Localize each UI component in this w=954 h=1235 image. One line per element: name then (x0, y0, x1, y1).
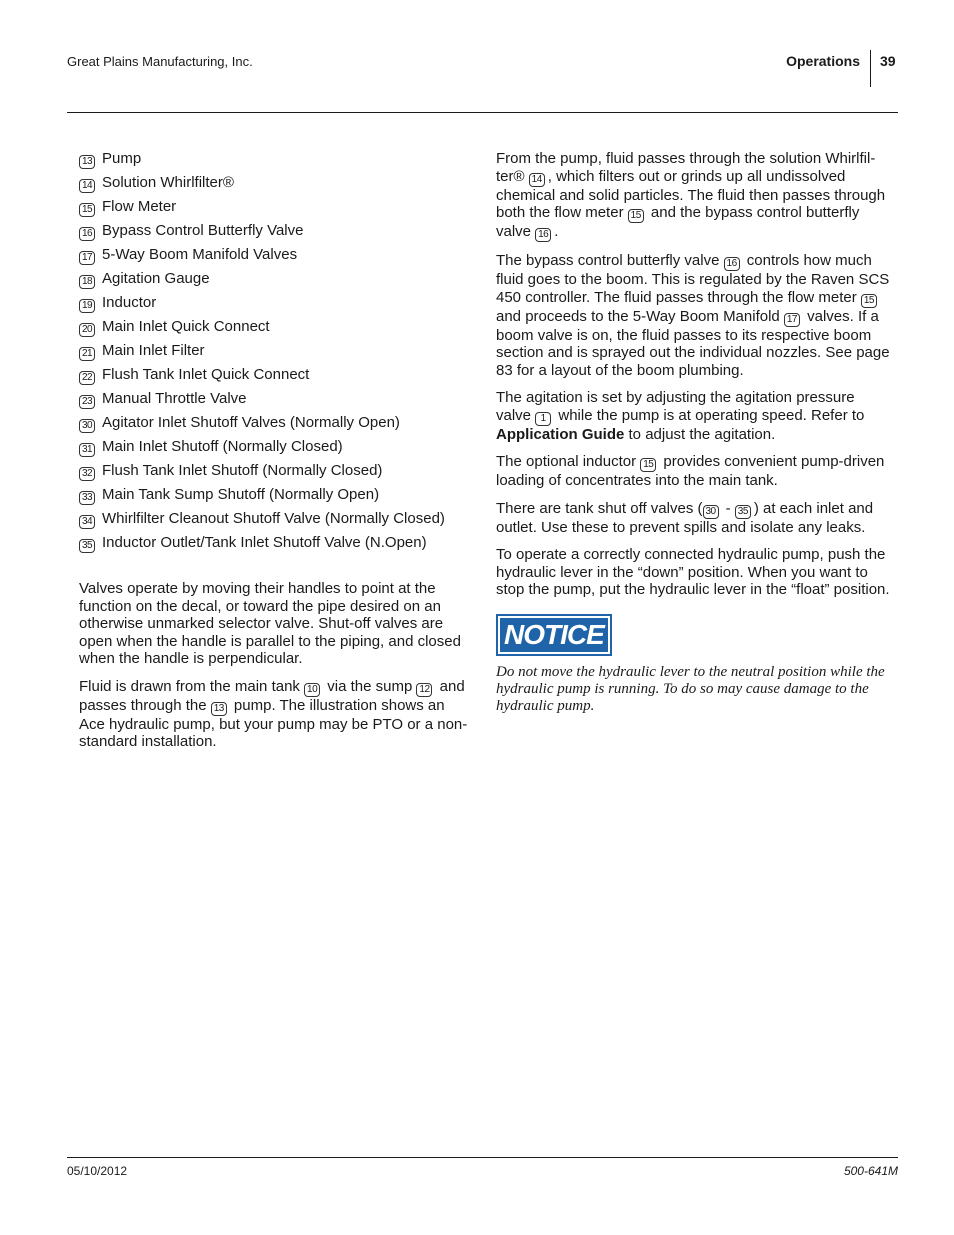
legend-item-label: 5-Way Boom Manifold Valves (102, 246, 298, 263)
legend-item (79, 366, 471, 390)
legend-item-label: Solution Whirlfilter® (102, 174, 234, 191)
legend-item (79, 270, 471, 294)
legend-item-label: Flush Tank Inlet Quick Connect (102, 366, 310, 383)
legend-item-label: Agitation Gauge (102, 270, 210, 287)
legend-item-label: Inductor Outlet/Tank Inlet Shutoff Valve (N.Open) (102, 534, 427, 551)
callout-number: 31 (79, 443, 95, 457)
callout-number: 35 (79, 539, 95, 553)
callout-number: 17 (79, 251, 95, 265)
callout-number: 22 (79, 371, 95, 385)
legend-item (79, 198, 471, 222)
callout-number: 18 (79, 275, 95, 289)
callout-number: 21 (79, 347, 95, 361)
callout-number: 15 (861, 294, 877, 308)
callout-number: 14 (79, 179, 95, 193)
callout-number: 19 (79, 299, 95, 313)
legend-item (79, 246, 471, 270)
legend-item (79, 486, 471, 510)
hydraulic-pump-paragraph: To operate a correctly connected hydraulic pump, push the hydraulic lever in the “down” position. When you want to stop the pump, put the hydraulic lever in the “float” position. (496, 546, 890, 598)
notice-text: Do not move the hydraulic lever to the neutral position while the hydraulic pump is running. To do so may cause damage to the hydraulic pump. (496, 663, 885, 714)
callout-number: 23 (79, 395, 95, 409)
callout-number: 34 (79, 515, 95, 529)
component-legend-list (79, 150, 471, 558)
legend-item (79, 150, 471, 174)
legend-item (79, 534, 471, 558)
legend-item (79, 510, 471, 534)
legend-item (79, 342, 471, 366)
legend-item (79, 414, 471, 438)
callout-number: 13 (79, 155, 95, 169)
notice-badge: NOTICE (498, 616, 610, 654)
valves-paragraph: Valves operate by moving their handles to point at the function on the decal, or toward the pipe desired on an otherwise unmarked selector valve. Shut-off valves are open when the handle is parallel to the piping, and closed when the handle is perpendicular. (79, 580, 461, 667)
callout-number: 33 (79, 491, 95, 505)
legend-item-label: Main Inlet Filter (102, 342, 205, 359)
left-column (79, 150, 471, 761)
callout-number: 14 (529, 173, 545, 187)
footer-date: 05/10/2012 (67, 1164, 128, 1178)
legend-item (79, 174, 471, 198)
header-section-title: Operations (786, 53, 860, 69)
callout-number: 30 (703, 505, 719, 519)
legend-item-label: Bypass Control Butterfly Valve (102, 222, 304, 239)
legend-item (79, 294, 471, 318)
callout-number: 15 (79, 203, 95, 217)
callout-number: 16 (535, 228, 551, 242)
agitation-paragraph: The agitation is set by adjusting the agitation pressure valve 1 while the pump is at operating speed. Refer to Application Guide to adjust the agitation. (496, 389, 865, 443)
callout-number: 12 (416, 683, 432, 697)
legend-item (79, 318, 471, 342)
legend-item (79, 222, 471, 246)
legend-item-label: Pump (102, 150, 142, 167)
header-company-name: Great Plains Manufacturing, Inc. (67, 54, 253, 69)
bypass-valve-paragraph: The bypass control butterfly valve 16 controls how much fluid goes to the boom. This is regulated by the Raven SCS 450 controller. The fluid passes through the flow meter 15 and proceeds to the 5-Way Boom Manifold 17 valves. If a boom valve is on, the fluid passes to its respective boom section and is sprayed out the individual nozzles. See page 83 for a layout of the boom plumbing. (496, 252, 890, 379)
callout-number: 20 (79, 323, 95, 337)
legend-item-label: Main Inlet Quick Connect (102, 318, 270, 335)
legend-item-label: Main Tank Sump Shutoff (Normally Open) (102, 486, 380, 503)
legend-item (79, 390, 471, 414)
footer-rule (67, 1157, 898, 1158)
legend-item-label: Whirlfilter Cleanout Shutoff Valve (Normally Closed) (102, 510, 445, 527)
callout-number: 16 (79, 227, 95, 241)
callout-number: 35 (735, 505, 751, 519)
legend-item-label: Inductor (102, 294, 157, 311)
callout-number: 10 (304, 683, 320, 697)
legend-item-label: Flush Tank Inlet Shutoff (Normally Closed) (102, 462, 383, 479)
callout-number: 15 (640, 458, 656, 472)
fluid-paragraph: Fluid is drawn from the main tank 10 via the sump 12 and passes through the 13 pump. The illustration shows an Ace hydraulic pump, but your pump may be PTO or a non-standard installation. (79, 677, 468, 750)
callout-number: 16 (724, 257, 740, 271)
header-rule (67, 112, 898, 113)
legend-item-label: Main Inlet Shutoff (Normally Closed) (102, 438, 343, 455)
legend-item-label: Flow Meter (102, 198, 177, 215)
page-number: 39 (880, 53, 896, 69)
legend-item (79, 462, 471, 486)
callout-number: 30 (79, 419, 95, 433)
inductor-paragraph: The optional inductor 15 provides convenient pump-driven loading of concentrates into the main tank. (496, 453, 885, 489)
callout-number: 17 (784, 313, 800, 327)
callout-number: 13 (211, 702, 227, 716)
callout-number: 15 (628, 209, 644, 223)
legend-item-label: Manual Throttle Valve (102, 390, 247, 407)
callout-number: 1 (535, 412, 551, 426)
right-column (496, 150, 891, 715)
legend-item (79, 438, 471, 462)
header-divider (870, 50, 871, 87)
footer-document-number: 500-641M (843, 1164, 898, 1178)
application-guide-reference: Application Guide (496, 425, 625, 443)
legend-item-label: Agitator Inlet Shutoff Valves (Normally Open) (102, 414, 400, 431)
callout-number: 32 (79, 467, 95, 481)
whirlfilter-paragraph: From the pump, fluid passes through the solution Whirlfil-ter® 14 , which filters out or grinds up all undissolved chemical and solid particles. The fluid then passes through both the flow meter 15 and the bypass control butterfly valve 16 . (496, 150, 886, 240)
shutoff-valves-paragraph: There are tank shut off valves ( 30 - 35 ) at each inlet and outlet. Use these to prevent spills and isolate any leaks. (496, 499, 874, 536)
